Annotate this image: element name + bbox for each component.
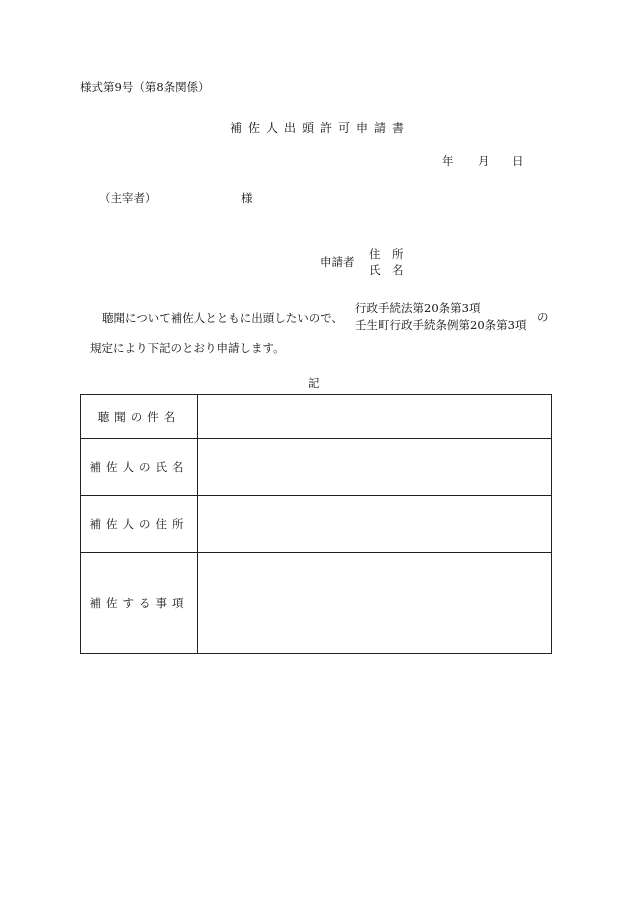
row-label: 補佐人の氏名 (81, 439, 198, 496)
details-table (80, 394, 552, 654)
date-month: 月 (478, 154, 490, 168)
applicant-name-label: 氏 名 (369, 263, 404, 277)
body-particle: の (537, 310, 549, 324)
body-line-1: 聴聞について補佐人とともに出頭したいので、 (102, 311, 344, 325)
applicant-address-label: 住 所 (369, 247, 404, 261)
table-row (81, 553, 552, 654)
table-row (81, 496, 552, 553)
row-label: 補佐する事項 (81, 553, 198, 654)
row-label: 聴聞の件名 (81, 395, 198, 439)
row-label: 補佐人の住所 (81, 496, 198, 553)
form-number: 様式第9号（第8条関係） (80, 80, 210, 94)
ki-heading: 記 (308, 376, 320, 390)
row-value[interactable] (198, 395, 552, 439)
date-year: 年 (442, 154, 454, 168)
row-value[interactable] (198, 439, 552, 496)
addressee-honorific: 様 (241, 191, 253, 205)
table-row (81, 439, 552, 496)
document-title: 補佐人出頭許可申請書 (230, 121, 411, 135)
applicant-label: 申請者 (320, 255, 355, 269)
statute-2: 壬生町行政手続条例第20条第3項 (355, 318, 527, 332)
statute-1: 行政手続法第20条第3項 (355, 301, 481, 315)
date-day: 日 (512, 154, 524, 168)
body-line-2: 規定により下記のとおり申請します。 (90, 341, 285, 355)
addressee-label: （主宰者） (99, 191, 157, 205)
row-value[interactable] (198, 553, 552, 654)
table-row (81, 395, 552, 439)
row-value[interactable] (198, 496, 552, 553)
